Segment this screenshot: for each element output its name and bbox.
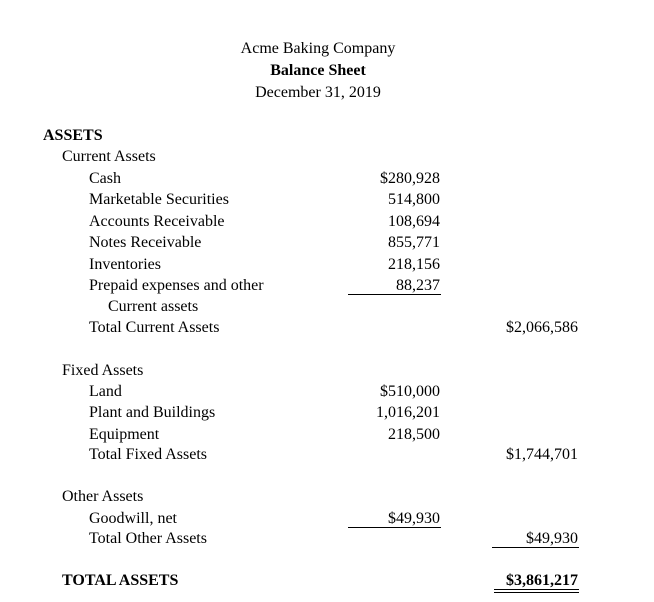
line-item-label: Marketable Securities <box>89 191 229 208</box>
line-item-value: 855,771 <box>388 234 440 251</box>
total-other-assets-label: Total Other Assets <box>89 530 207 547</box>
line-item-value: 218,500 <box>388 426 440 443</box>
line-item-value: $280,928 <box>380 170 440 187</box>
line-item-value: 1,016,201 <box>376 404 440 421</box>
line-item-label-continued: Current assets <box>108 298 199 315</box>
current-assets-heading: Current Assets <box>62 148 156 165</box>
line-item-label: Accounts Receivable <box>89 213 225 230</box>
line-item-label: Goodwill, net <box>89 510 177 527</box>
statement-date: December 31, 2019 <box>255 84 381 101</box>
line-item-value: 218,156 <box>388 256 440 273</box>
total-other-assets-value: $49,930 <box>526 530 578 547</box>
line-item-value: $49,930 <box>388 510 440 527</box>
total-double-underline <box>494 589 579 593</box>
company-name: Acme Baking Company <box>240 40 396 57</box>
statement-title: Balance Sheet <box>270 62 366 79</box>
line-item-value: $510,000 <box>380 383 440 400</box>
fixed-assets-heading: Fixed Assets <box>62 362 144 379</box>
line-item-label: Equipment <box>89 426 160 443</box>
total-fixed-assets-label: Total Fixed Assets <box>89 446 207 463</box>
total-assets-label: TOTAL ASSETS <box>62 572 179 589</box>
other-assets-heading: Other Assets <box>62 488 144 505</box>
subtotal-underline <box>348 294 441 295</box>
subtotal-underline <box>348 527 441 528</box>
line-item-label: Prepaid expenses and other <box>89 277 264 294</box>
line-item-value: 108,694 <box>388 213 440 230</box>
line-item-label: Land <box>89 383 122 400</box>
line-item-value: 88,237 <box>396 277 440 294</box>
line-item-value: 514,800 <box>388 191 440 208</box>
total-current-assets-value: $2,066,586 <box>506 319 578 336</box>
total-fixed-assets-value: $1,744,701 <box>506 446 578 463</box>
line-item-label: Plant and Buildings <box>89 404 216 421</box>
line-item-label: Inventories <box>89 256 161 273</box>
line-item-label: Cash <box>89 170 121 187</box>
total-current-assets-label: Total Current Assets <box>89 319 220 336</box>
total-assets-value: $3,861,217 <box>506 572 578 589</box>
assets-heading: ASSETS <box>43 127 103 144</box>
total-underline <box>492 547 579 548</box>
line-item-label: Notes Receivable <box>89 234 202 251</box>
